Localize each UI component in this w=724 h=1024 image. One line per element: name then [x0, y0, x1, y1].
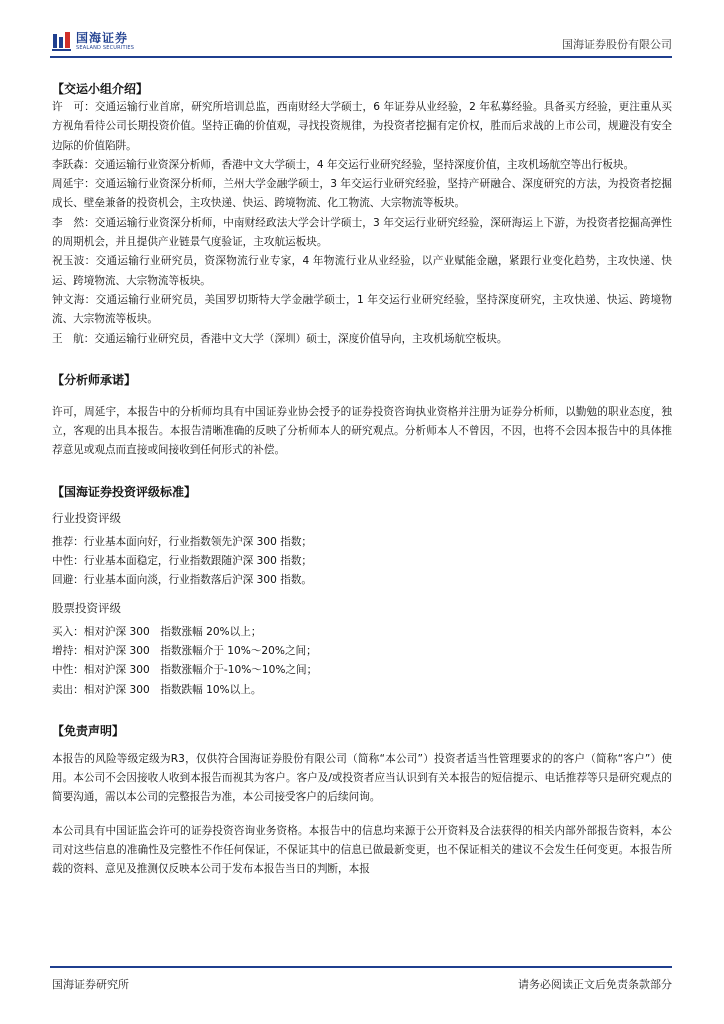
company-name: 国海证券股份有限公司 — [562, 38, 672, 51]
stock-rating-item: 增持：相对沪深 300 指数涨幅介于 10%～20%之间； — [52, 644, 317, 657]
stock-rating-item: 中性：相对沪深 300 指数涨幅介于-10%～10%之间； — [52, 664, 318, 677]
industry-rating-item: 回避：行业基本面向淡，行业指数落后沪深 300 指数。 — [52, 574, 313, 587]
footer-divider — [50, 966, 672, 968]
team-member: 周延宇：交通运输行业资深分析师，兰州大学金融学硕士，3 年交运行业研究经验，坚持产研融合、深度研究的方法，为投资者挖掘成长、壁垒兼备的投资机会，主攻快递、快运、跨境物流、化工物流、大宗物流等板块。 — [52, 178, 672, 210]
logo-chinese-name: 国海证券 — [76, 30, 129, 45]
company-logo — [52, 30, 134, 52]
commitment-text — [52, 403, 672, 461]
disclaimer-paragraph: 本报告的风险等级定级为R3，仅供符合国海证券股份有限公司（简称“本公司”）投资者适当性管理要求的的客户（简称“客户”）使用。本公司不会因接收人收到本报告而视其为客户。客户及/或投资者应当认识到有关本报告的短信提示、电话推荐等只是研究观点的简要沟通，需以本公司的完整报告为准，本公司接受客户的后续问询。 — [52, 752, 672, 804]
stock-rating-item: 卖出：相对沪深 300 指数跌幅 10%以上。 — [52, 683, 262, 696]
team-member: 李 然：交通运输行业资深分析师，中南财经政法大学会计学硕士，3 年交运行业研究经验，深研海运上下游，为投资者挖掘高弹性的周期机会，并且提供产业链景气度验证，主攻航运板块。 — [52, 216, 672, 249]
team-member: 许 可：交通运输行业首席，研究所培训总监，西南财经大学硕士，6 年证券从业经验，2 年私募经验。具备买方经验，更注重从买方视角看待公司长期投资价值。坚持正确的价值观，寻找投资规律，为投资者挖掘有定价权，胜而后求战的上市公司，规避没有安全边际的价值陷阱。 — [52, 101, 672, 152]
footer-notice: 请务必阅读正文后免责条款部分 — [518, 978, 672, 991]
industry-rating-title: 行业投资评级 — [52, 510, 121, 525]
header-divider — [50, 56, 672, 58]
stock-rating-item: 买入：相对沪深 300 指数涨幅 20%以上； — [52, 625, 262, 638]
disclaimer-section-title: 【免责声明】 — [52, 723, 125, 738]
team-member: 钟文海：交通运输行业研究员，美国罗切斯特大学金融学硕士，1 年交运行业研究经验，坚持深度研究，主攻快递、快运、跨境物流、大宗物流等板块。 — [52, 293, 672, 326]
disclaimer-paragraph: 本公司具有中国证监会许可的证券投资咨询业务资格。本报告中的信息均来源于公开资料及合法获得的相关内部外部报告资料，本公司对这些信息的准确性及完整性不作任何保证，不保证其中的信息已做最新变更，也不保证相关的建议不会发生任何变更。本报告所载的资料、意见及推测仅反映本公司于发布本报告当日的判断，本报 — [52, 824, 672, 876]
logo-english-name: SEALAND SECURITIES — [76, 44, 135, 51]
page-header — [52, 30, 672, 54]
team-member: 祝玉波：交通运输行业研究员，资深物流行业专家，4 年物流行业从业经验，以产业赋能金融，紧跟行业变化趋势，主攻快递、快运、跨境物流、大宗物流等板块。 — [52, 255, 672, 287]
team-member: 王 航：交通运输行业研究员，香港中文大学（深圳）硕士，深度价值导向，主攻机场航空板块。 — [52, 332, 508, 345]
team-section-title: 【交运小组介绍】 — [52, 82, 149, 96]
industry-rating-item: 推荐：行业基本面向好，行业指数领先沪深 300 指数； — [52, 535, 313, 548]
team-member-list — [52, 98, 672, 349]
footer-source: 国海证券研究所 — [52, 978, 129, 991]
sealand-logo-icon — [52, 31, 72, 51]
stock-rating-title: 股票投资评级 — [52, 600, 121, 615]
team-member: 李跃森：交通运输行业资深分析师，香港中文大学硕士，4 年交运行业研究经验，坚持深度价值，主攻机场航空等出行板块。 — [52, 158, 635, 171]
commitment-section-title: 【分析师承诺】 — [52, 372, 137, 387]
commitment-paragraph: 许可，周延宇，本报告中的分析师均具有中国证券业协会授予的证券投资咨询执业资格并注册为证券分析师，以勤勉的职业态度，独立，客观的出具本报告。本报告清晰准确的反映了分析师本人的研究观点。分析师本人不曾因，不因，也将不会因本报告中的具体推荐意见或观点而直接或间接收到任何形式的补偿。 — [52, 405, 672, 457]
rating-section-title: 【国海证券投资评级标准】 — [52, 484, 197, 499]
page-body — [52, 80, 672, 880]
industry-rating-item: 中性：行业基本面稳定，行业指数跟随沪深 300 指数； — [52, 555, 313, 568]
disclaimer-text — [52, 750, 672, 880]
